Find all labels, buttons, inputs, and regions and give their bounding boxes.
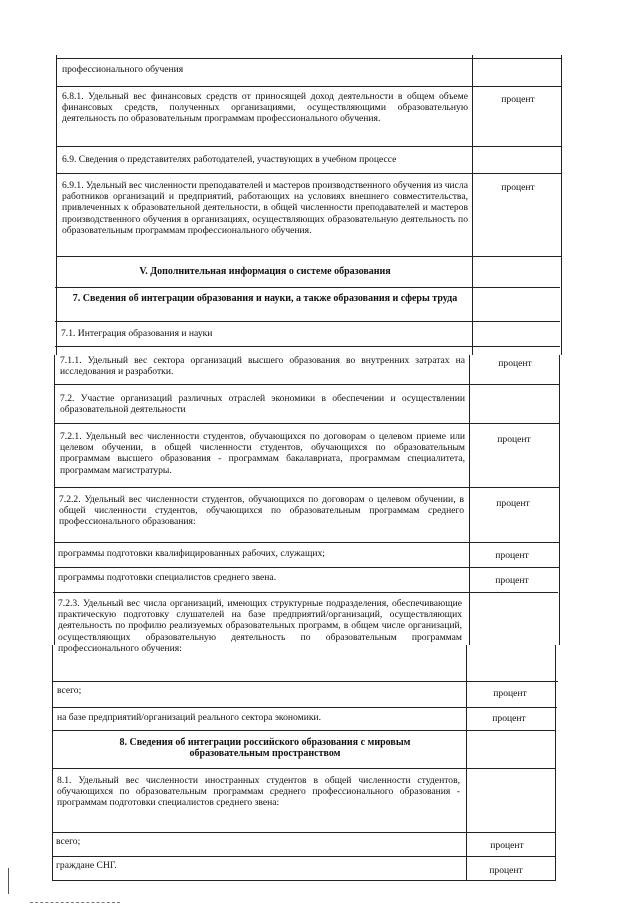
table-border-right xyxy=(561,55,562,355)
row-text: всего; xyxy=(56,836,81,847)
row-separator xyxy=(52,856,556,857)
row-text: граждане СНГ. xyxy=(56,860,117,871)
row-text: всего; xyxy=(57,685,82,696)
row-text: 7.2. Участие организаций различных отраслей экономики в обеспечении и осуществлении образовательной деятельности xyxy=(60,393,465,416)
row-text: 6.9.1. Удельный вес численности преподавателей и мастеров производственного обучения из числа работников организаций и предприятий, работающих на условиях внешнего совместительства, привлеченных к образовательной деятельности, в общей численности преподавателей и мастеров производственного обучения в организациях, осуществляющих образовательную деятельность по образовательным программам профессионального обучения. xyxy=(62,180,468,236)
row-separator xyxy=(56,58,561,59)
row-separator xyxy=(53,681,558,682)
row-text: 7.1.1. Удельный вес сектора организаций высшего образования во внутренних затратах на исследования и разработки. xyxy=(60,355,465,378)
row-text: программы подготовки специалистов среднего звена. xyxy=(58,572,277,583)
row-text: 8.1. Удельный вес численности иностранных студентов в общей численности студентов, обучающихся по образовательным программам среднего профессионального образования - программам подготовки специалистов среднего звена: xyxy=(57,775,460,809)
section-heading: V. Дополнительная информация о системе образования xyxy=(139,266,391,277)
row-unit: процент xyxy=(501,182,535,193)
row-text: 7.2.2. Удельный вес численности студентов, обучающихся по договорам о целевом обучении, в общей численности студентов, обучающихся по образовательным программам среднего профессионального образования: xyxy=(59,494,464,528)
table-border-left xyxy=(56,55,57,355)
row-unit: процент xyxy=(497,434,531,445)
row-unit: процент xyxy=(495,550,529,561)
row-separator xyxy=(54,384,559,385)
row-unit: процент xyxy=(489,865,523,876)
row-separator xyxy=(55,321,560,322)
row-separator xyxy=(52,768,556,769)
scan-artifact xyxy=(8,868,9,894)
row-separator xyxy=(55,287,560,288)
row-unit: процент xyxy=(498,358,532,369)
section-heading: 7. Сведения об интеграции образования и науки, а также образования и сферы труда xyxy=(72,293,458,304)
row-text: 7.1. Интеграция образования и науки xyxy=(61,328,213,339)
row-unit: процент xyxy=(496,498,530,509)
table-border-right xyxy=(559,355,560,645)
row-separator xyxy=(53,707,557,708)
row-text: программы подготовки квалифицированных рабочих, служащих; xyxy=(58,548,325,559)
row-text: 7.2.3. Удельный вес числа организаций, имеющих структурные подразделения, обеспечивающие практическую подготовку слушателей на базе предприятий/организаций, осуществляющих деятельность по профилю реализуемых образовательных программ, в общем числе организаций, осуществляющих образовательную деятельность по образовательным программам профессионального обучения: xyxy=(58,598,462,654)
row-text: 7.2.1. Удельный вес численности студентов, обучающихся по договорам о целевом приеме или целевом обучении, в общей численности студентов, обучающихся по образовательным программам высшего образования - программам бакалавриата, программам специалитета, программам магистратуры. xyxy=(60,431,465,476)
row-separator xyxy=(56,86,561,87)
scan-artifact xyxy=(30,902,120,903)
row-unit: процент xyxy=(493,688,527,699)
row-unit: процент xyxy=(501,94,535,105)
row-separator xyxy=(54,542,559,543)
row-separator xyxy=(56,256,561,257)
row-separator xyxy=(54,567,559,568)
row-separator xyxy=(54,487,559,488)
row-unit: процент xyxy=(492,713,526,724)
row-separator xyxy=(52,880,556,881)
row-text: 6.8.1. Удельный вес финансовых средств от приносящей доход деятельности в общем объеме финансовых средств, полученных организациями, осуществляющими образовательную деятельность по образовательным программам профессионального обучения. xyxy=(62,91,468,125)
row-separator xyxy=(53,592,558,593)
column-divider xyxy=(469,355,470,645)
row-separator xyxy=(54,423,559,424)
row-unit: процент xyxy=(495,575,529,586)
row-separator xyxy=(56,173,561,174)
table-border-left xyxy=(54,355,55,645)
column-divider xyxy=(472,55,473,355)
row-separator xyxy=(52,832,556,833)
row-text: 6.9. Сведения о представителях работодателей, участвующих в учебном процессе xyxy=(62,154,397,165)
row-separator xyxy=(52,730,556,731)
row-unit: процент xyxy=(490,840,524,851)
row-text: на базе предприятий/организаций реального сектора экономики. xyxy=(57,712,322,723)
row-separator xyxy=(55,346,560,347)
section-heading: 8. Сведения об интеграции российского образования с мировым образовательным пространством xyxy=(119,737,411,760)
row-text: профессионального обучения xyxy=(62,64,184,75)
row-separator xyxy=(56,146,561,147)
